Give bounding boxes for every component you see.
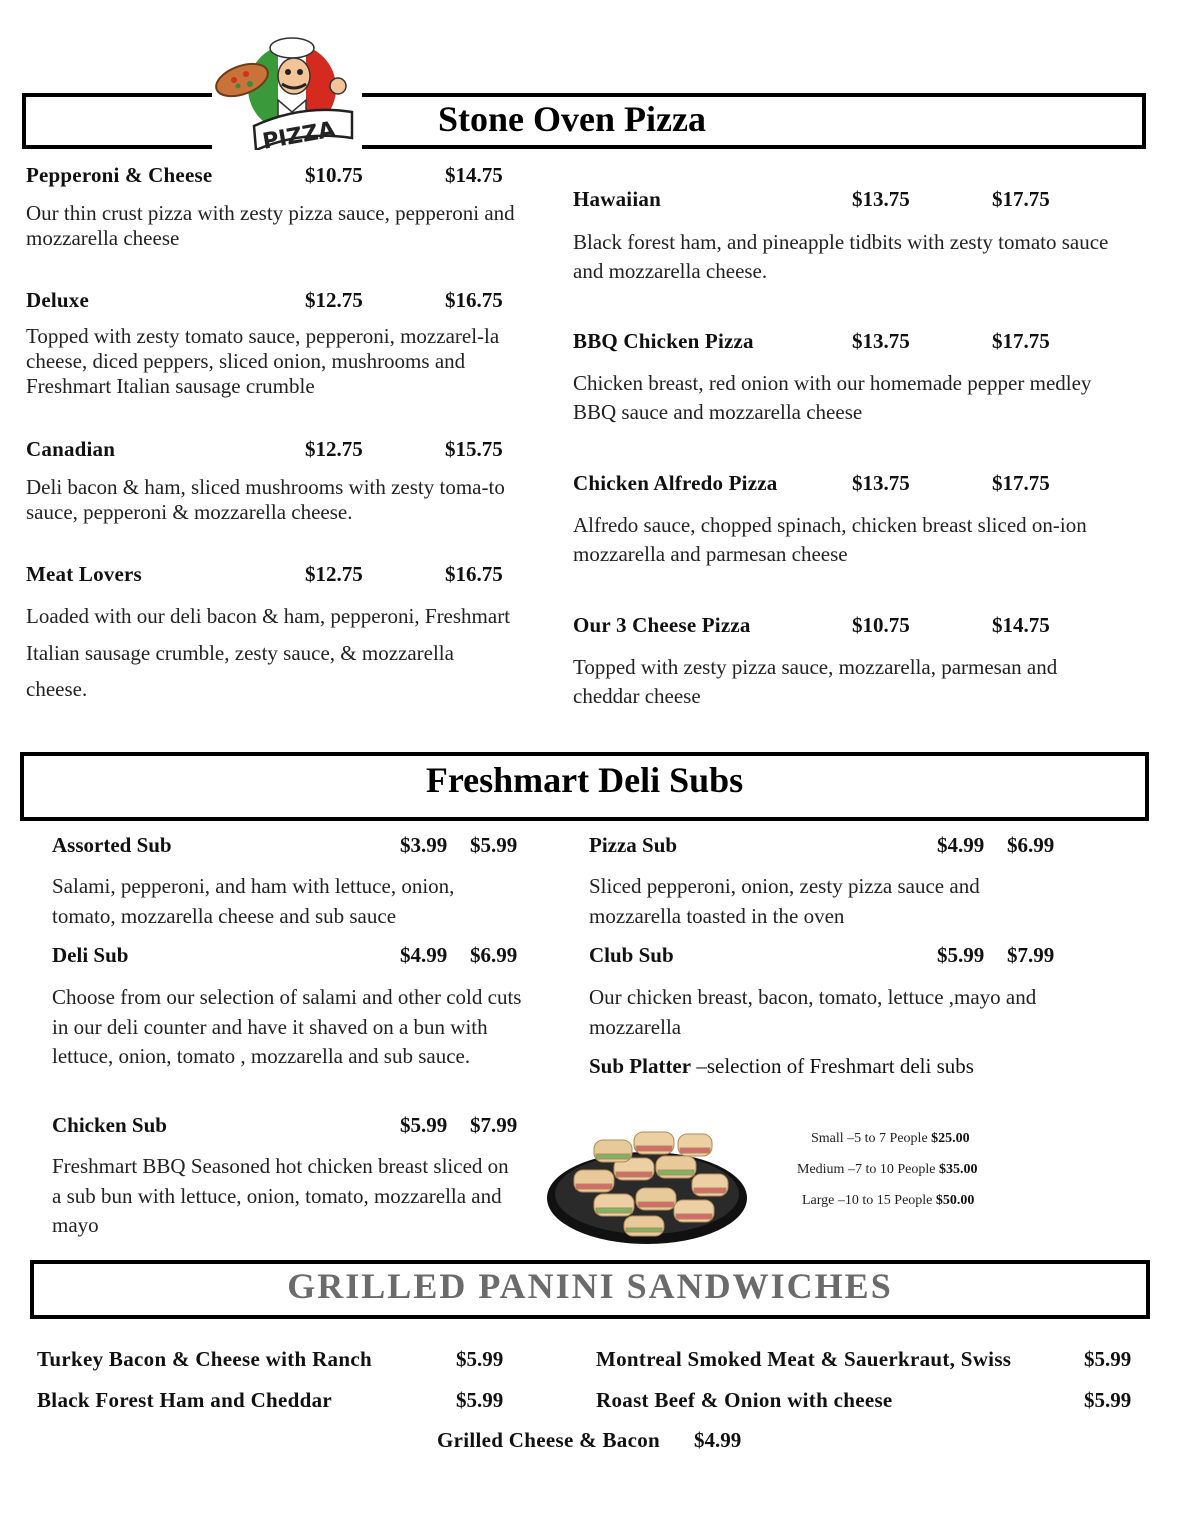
sub-item-name: Assorted Sub	[52, 833, 172, 857]
panini-item-name: Roast Beef & Onion with cheese	[596, 1388, 893, 1412]
svg-text:PIZZA: PIZZA	[260, 117, 338, 150]
pizza-item-price-large: $16.75	[445, 562, 503, 586]
pizza-item-description: Topped with zesty tomato sauce, pepperoni, mozzarel-la cheese, diced peppers, sliced onion, mushrooms and Freshmart Italian sausage crumble	[26, 324, 500, 398]
pizza-item-price-large: $14.75	[992, 613, 1050, 637]
sub-platter-image-icon	[544, 1118, 750, 1248]
pizza-item-description: Our thin crust pizza with zesty pizza sauce, pepperoni and mozzarella cheese	[26, 201, 515, 250]
sub-item-price-small: $5.99	[400, 1113, 448, 1137]
pizza-item-price-large: $16.75	[445, 288, 503, 312]
panini-item-price: $4.99	[694, 1428, 742, 1452]
platter-size-label: Large –10 to 15 People	[802, 1193, 933, 1208]
panini-item-name: Montreal Smoked Meat & Sauerkraut, Swiss	[596, 1347, 1012, 1371]
pizza-item-name: Deluxe	[26, 288, 90, 312]
pizza-item-price-large: $15.75	[445, 437, 503, 461]
panini-item-name: Grilled Cheese & Bacon	[437, 1428, 660, 1452]
sub-item-price-small: $4.99	[937, 833, 985, 857]
sub-item-price-large: $5.99	[470, 833, 518, 857]
pizza-item-name: BBQ Chicken Pizza	[573, 329, 754, 353]
deli-section-title: Freshmart Deli Subs	[425, 760, 744, 800]
platter-size-price: $35.00	[938, 1162, 978, 1177]
sub-platter-description: –selection of Freshmart deli subs	[691, 1054, 974, 1078]
panini-item-name: Turkey Bacon & Cheese with Ranch	[37, 1347, 372, 1371]
pizza-chef-logo-icon	[212, 34, 362, 150]
pizza-item-price-small: $12.75	[305, 437, 363, 461]
panini-item-name: Black Forest Ham and Cheddar	[37, 1388, 333, 1412]
pizza-item-name: Meat Lovers	[26, 562, 142, 586]
pizza-item-description: Loaded with our deli bacon & ham, pepperoni, Freshmart Italian sausage crumble, zesty sauce, & mozzarella cheese.	[26, 604, 511, 701]
panini-section-title: GRILLED PANINI SANDWICHES	[287, 1266, 893, 1306]
platter-size-price: $50.00	[935, 1193, 975, 1208]
sub-platter-heading	[589, 1054, 974, 1079]
pizza-item-name: Our 3 Cheese Pizza	[573, 613, 751, 637]
pizza-item-price-small: $12.75	[305, 288, 363, 312]
pizza-item-price-large: $17.75	[992, 329, 1050, 353]
pizza-item-price-small: $13.75	[852, 187, 910, 211]
pizza-item-name: Pepperoni & Cheese	[26, 163, 213, 187]
pizza-item-name: Chicken Alfredo Pizza	[573, 471, 778, 495]
pizza-item-description: Topped with zesty pizza sauce, mozzarella, parmesan and cheddar cheese	[573, 655, 1058, 708]
panini-item-price: $5.99	[456, 1388, 504, 1412]
sub-item-price-small: $4.99	[400, 943, 448, 967]
sub-item-description: Choose from our selection of salami and other cold cuts in our deli counter and have it shaved on a bun with lettuce, onion, tomato , mozzarella and sub sauce.	[52, 985, 522, 1068]
sub-item-name: Club Sub	[589, 943, 674, 967]
pizza-item-price-small: $12.75	[305, 562, 363, 586]
pizza-item-price-small: $13.75	[852, 471, 910, 495]
platter-size-label: Medium –7 to 10 People	[797, 1162, 936, 1177]
pizza-item-price-large: $17.75	[992, 471, 1050, 495]
pizza-item-description: Deli bacon & ham, sliced mushrooms with zesty toma-to sauce, pepperoni & mozzarella cheese.	[26, 475, 505, 524]
platter-size-medium	[797, 1162, 977, 1178]
pizza-item-name: Canadian	[26, 437, 116, 461]
platter-size-price: $25.00	[931, 1131, 970, 1146]
platter-size-small	[811, 1131, 970, 1147]
sub-item-description: Our chicken breast, bacon, tomato, lettuce ,mayo and mozzarella	[589, 985, 1037, 1039]
sub-item-price-large: $6.99	[1007, 833, 1055, 857]
pizza-item-description: Chicken breast, red onion with our homemade pepper medley BBQ sauce and mozzarella cheese	[573, 371, 1092, 424]
sub-item-price-large: $7.99	[1007, 943, 1055, 967]
pizza-item-price-small: $10.75	[852, 613, 910, 637]
pizza-item-price-large: $14.75	[445, 163, 503, 187]
pizza-item-price-large: $17.75	[992, 187, 1050, 211]
pizza-section-title: Stone Oven Pizza	[438, 99, 706, 139]
pizza-item-price-small: $10.75	[305, 163, 363, 187]
pizza-item-name: Hawaiian	[573, 187, 661, 211]
sub-item-description: Freshmart BBQ Seasoned hot chicken breast sliced on a sub bun with lettuce, onion, tomato, mozzarella and mayo	[52, 1154, 509, 1237]
pizza-item-description: Alfredo sauce, chopped spinach, chicken breast sliced on-ion mozzarella and parmesan cheese	[573, 513, 1087, 566]
platter-size-label: Small –5 to 7 People	[811, 1131, 928, 1146]
sub-item-name: Deli Sub	[52, 943, 129, 967]
platter-size-large	[802, 1193, 974, 1209]
sub-item-description: Salami, pepperoni, and ham with lettuce, onion, tomato, mozzarella cheese and sub sauce	[52, 874, 455, 928]
panini-item-price: $5.99	[456, 1347, 504, 1371]
sub-item-description: Sliced pepperoni, onion, zesty pizza sauce and mozzarella toasted in the oven	[589, 874, 980, 928]
pizza-item-description: Black forest ham, and pineapple tidbits with zesty tomato sauce and mozzarella cheese.	[573, 230, 1109, 283]
sub-platter-name: Sub Platter	[589, 1054, 692, 1078]
panini-item-price: $5.99	[1084, 1347, 1132, 1371]
sub-item-price-small: $5.99	[937, 943, 985, 967]
sub-item-price-small: $3.99	[400, 833, 448, 857]
sub-item-price-large: $6.99	[470, 943, 518, 967]
pizza-item-price-small: $13.75	[852, 329, 910, 353]
panini-item-price: $5.99	[1084, 1388, 1132, 1412]
sub-item-price-large: $7.99	[470, 1113, 518, 1137]
sub-item-name: Pizza Sub	[589, 833, 678, 857]
sub-item-name: Chicken Sub	[52, 1113, 167, 1137]
